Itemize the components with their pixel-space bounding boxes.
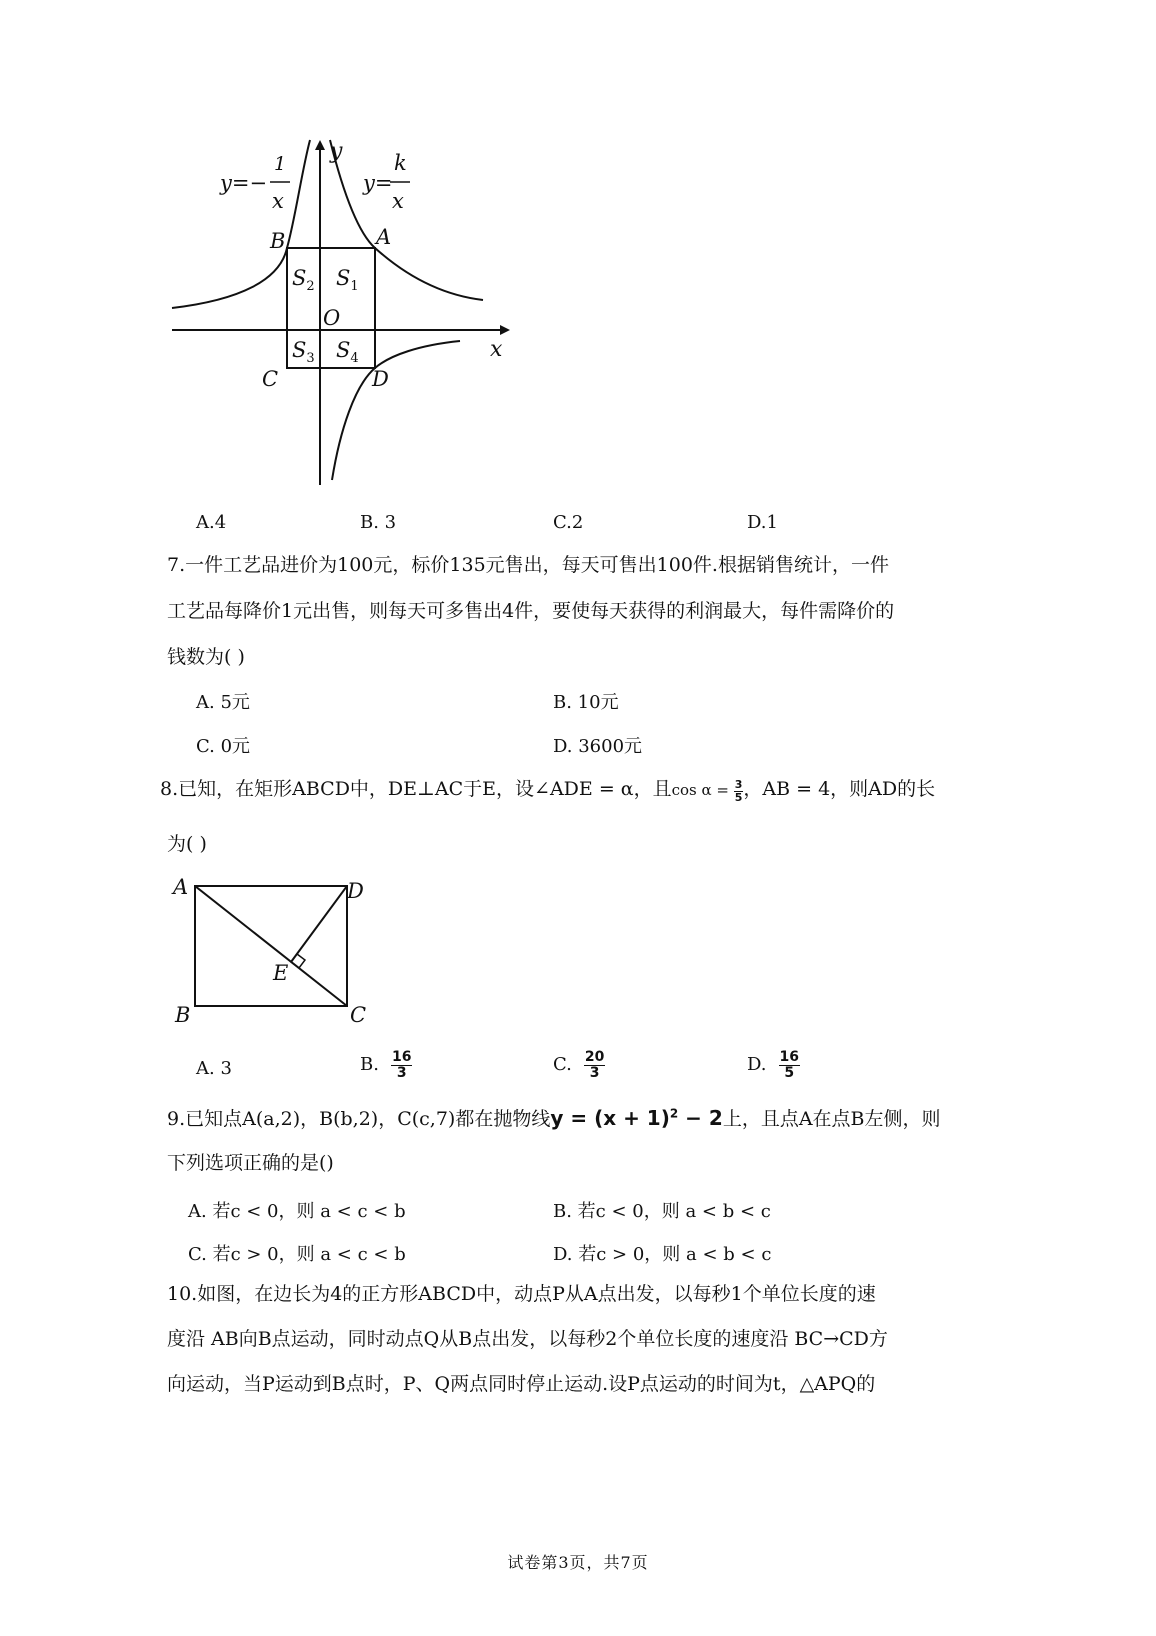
curve-left [172, 140, 310, 308]
label-y: y [330, 139, 343, 164]
svg-text:y=−: y=− [220, 171, 268, 195]
parabola-formula: $y = (x + 1)^2 - 2$ [550, 1106, 723, 1130]
q7-line-3: 钱数为( ) [167, 646, 245, 668]
q9-option-d[interactable]: D. 若c > 0，则 a < b < c [553, 1244, 772, 1265]
q10-line-1: 10.如图，在边长为4的正方形ABCD中，动点P从A点出发，以每秒1个单位长度的速 [167, 1283, 876, 1305]
q7-line-2: 工艺品每降价1元出售，则每天可多售出4件，要使每天获得的利润最大，每件需降价的 [167, 600, 895, 622]
point-b: B [270, 229, 286, 253]
svg-text:x: x [392, 189, 404, 213]
q7-option-c[interactable]: C. 0元 [196, 736, 251, 757]
q8-line-2: 为( ) [167, 833, 207, 855]
region-s3: $S_3$ [292, 338, 315, 366]
q7-option-a[interactable]: A. 5元 [196, 692, 250, 713]
q10-line-3: 向运动，当P运动到B点时，P、Q两点同时停止运动.设P点运动的时间为t，△APQ的 [167, 1373, 876, 1395]
equation-right [362, 151, 410, 213]
point-a: A [376, 225, 392, 249]
equation-left [219, 153, 290, 213]
svg-text:1: 1 [274, 153, 287, 175]
label-origin: O [323, 306, 341, 330]
q8-line-1: 8.已知，在矩形ABCD中，DE⊥AC于E，设∠ADE = α，且cos α = $\frac{3}{5}$ ，AB = 4，则AD的长 [160, 777, 936, 804]
segment-de [291, 886, 347, 962]
svg-text:y=: y= [363, 171, 393, 195]
right-angle-mark [291, 954, 305, 968]
q9-option-a[interactable]: A. 若c < 0，则 a < c < b [188, 1201, 406, 1222]
q8-option-c[interactable]: C. $\frac{20}{3}$ [553, 1049, 605, 1081]
q9-line-1: 9.已知点A(a,2)，B(b,2)，C(c,7)都在抛物线$y = (x + 1)^2 - 2$上，且点A在点B左侧，则 [167, 1106, 941, 1130]
fig2-point-d: D [347, 879, 364, 903]
region-s4: $S_4$ [336, 338, 359, 366]
q9-option-b[interactable]: B. 若c < 0，则 a < b < c [553, 1201, 771, 1222]
q7-option-b[interactable]: B. 10元 [553, 692, 619, 713]
diagonal-ac [195, 886, 347, 1006]
point-c: C [262, 367, 279, 391]
q9-option-c[interactable]: C. 若c > 0，则 a < c < b [188, 1244, 406, 1265]
rectangle-figure [165, 870, 385, 1035]
fig2-point-a: A [173, 875, 189, 899]
q6-option-d[interactable]: D.1 [747, 512, 778, 533]
label-x: x [490, 337, 503, 362]
q10-line-2: 度沿 AB向B点运动，同时动点Q从B点出发，以每秒2个单位长度的速度沿 BC→CD方 [167, 1328, 888, 1350]
region-s1: $S_1$ [336, 266, 359, 294]
page-footer: 试卷第3页，共7页 [507, 1553, 649, 1572]
q8-option-d[interactable]: D. $\frac{16}{5}$ [747, 1049, 799, 1081]
fig2-point-b: B [175, 1003, 191, 1027]
fig2-point-e: E [273, 961, 289, 985]
point-d: D [372, 367, 389, 391]
q7-line-1: 7.一件工艺品进价为100元，标价135元售出，每天可售出100件.根据销售统计，一件 [167, 554, 889, 576]
cos-expression: cos α = $\frac{3}{5}$ [671, 777, 743, 804]
region-s2: $S_2$ [292, 266, 315, 294]
svg-text:k: k [394, 151, 407, 175]
fig2-point-c: C [350, 1003, 367, 1027]
q6-option-b[interactable]: B. 3 [360, 512, 397, 533]
hyperbola-figure [150, 130, 530, 500]
q6-option-a[interactable]: A.4 [196, 512, 227, 533]
svg-text:x: x [272, 189, 284, 213]
q8-option-a[interactable]: A. 3 [196, 1058, 232, 1079]
q8-option-b[interactable]: B. $\frac{16}{3}$ [360, 1049, 412, 1081]
q6-option-c[interactable]: C.2 [553, 512, 584, 533]
q9-line-2: 下列选项正确的是() [167, 1152, 334, 1174]
q7-option-d[interactable]: D. 3600元 [553, 736, 643, 757]
